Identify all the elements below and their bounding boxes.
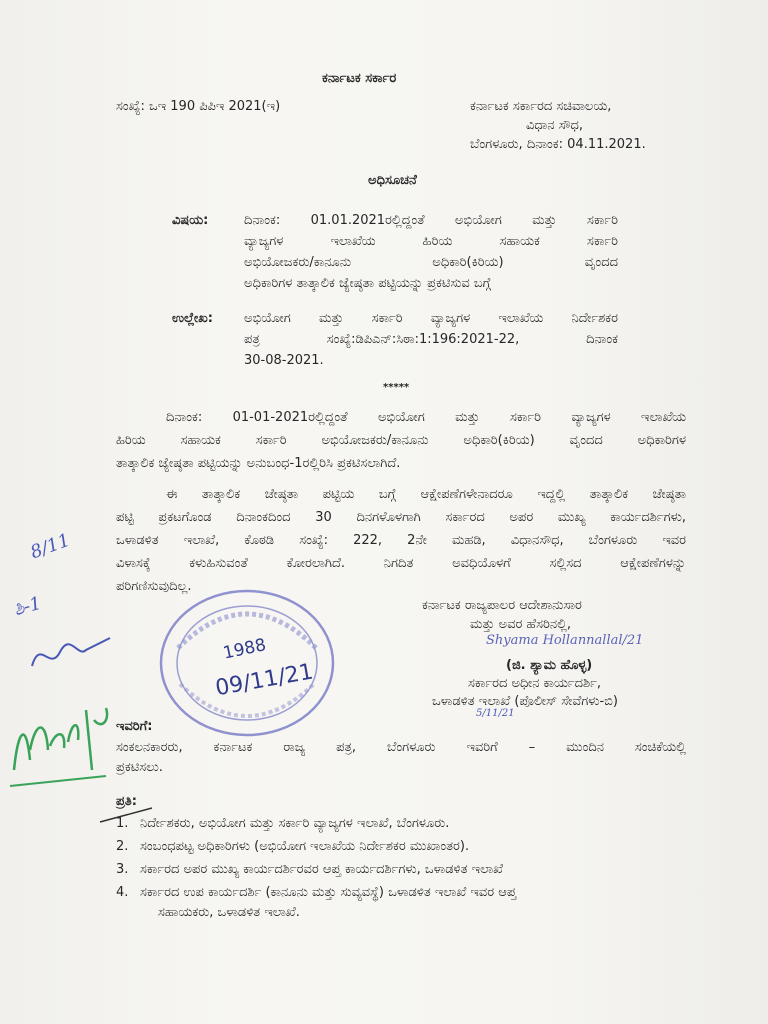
copy-item: ಸಂಬಂಧಪಟ್ಟ ಅಧಿಕಾರಿಗಳು (ಅಭಿಯೋಗ ಇಲಾಖೆಯ ನಿರ್ದೇಶಕರ ಮುಖಾಂತರ). [140,839,470,854]
margin-scribble [26,628,116,678]
paragraph-1-line: ತಾತ್ಕಾಲಿಕ ಜ್ಯೇಷ್ಠತಾ ಪಟ್ಟಿಯನ್ನು ಅನುಬಂಧ-1ರಲ್ಲಿರಿಸಿ ಪ್ರಕಟಿಸಲಾಗಿದೆ. [116,456,401,471]
stamp-number: 1988 [221,635,268,664]
paragraph-2-line: ಒಳಾಡಳಿತ ಇಲಾಖೆ, ಕೊಠಡಿ ಸಂಖ್ಯೆ: 222, 2ನೇ ಮಹಡಿ, ವಿಧಾನಸೌಧ, ಬೆಂಗಳೂರು ಇವರ [116,533,686,548]
initials-date: 5/11/21 [476,708,515,719]
handwritten-signature: Shyama Hollannallal/21 [486,633,644,648]
governor-order-line: ಮತ್ತು ಅವರ ಹೆಸರಿನಲ್ಲಿ, [470,617,572,632]
signatory-name: (ಜಿ. ಶ್ಯಾಮ ಹೊಳ್ಳ) [506,658,593,673]
government-heading: ಕರ್ನಾಟಕ ಸರ್ಕಾರ [322,71,397,86]
green-initials [6,690,116,790]
subject-line: ವ್ಯಾಜ್ಯಗಳ ಇಲಾಖೆಯ ಹಿರಿಯ ಸಹಾಯಕ ಸರ್ಕಾರಿ [244,234,618,249]
margin-note: ಶಿ-1 [11,592,44,621]
copy-item-number: 1. [116,816,129,831]
paragraph-1-line: ಹಿರಿಯ ಸಹಾಯಕ ಸರ್ಕಾರಿ ಅಭಿಯೋಜಕರು/ಕಾನೂನು ಅಧಿಕಾರಿ(ಕಿರಿಯ) ವೃಂದದ ಅಧಿಕಾರಿಗಳ [116,433,686,448]
reference-line: 30-08-2021. [244,353,324,368]
subject-line: ದಿನಾಂಕ: 01.01.2021ರಲ್ಲಿದ್ದಂತೆ ಅಭಿಯೋಗ ಮತ್ತು ಸರ್ಕಾರಿ [244,213,618,228]
copy-item-continued: ಸಹಾಯಕರು, ಒಳಾಡಳಿತ ಇಲಾಖೆ. [158,905,300,920]
paragraph-2-line: ಪಟ್ಟಿ ಪ್ರಕಟಗೊಂಡ ದಿನಾಂಕದಿಂದ 30 ದಿನಗಳೊಳಗಾಗಿ ಸರ್ಕಾರದ ಅಪರ ಮುಖ್ಯ ಕಾರ್ಯದರ್ಶಿಗಳು, [116,510,686,525]
paragraph-1-line: ದಿನಾಂಕ: 01-01-2021ರಲ್ಲಿದ್ದಂತೆ ಅಭಿಯೋಗ ಮತ್ತು ಸರ್ಕಾರಿ ವ್ಯಾಜ್ಯಗಳ ಇಲಾಖೆಯ [166,410,686,425]
subject-label: ವಿಷಯ: [172,213,209,228]
document-title: ಅಧಿಸೂಚನೆ [368,173,417,188]
stamp-date: 09/11/21 [213,659,316,702]
reference-line: ಅಭಿಯೋಗ ಮತ್ತು ಸರ್ಕಾರಿ ವ್ಯಾಜ್ಯಗಳ ಇಲಾಖೆಯ ನಿರ್ದೇಶಕರ [244,311,618,326]
copy-item-number: 2. [116,839,129,854]
paragraph-2-line: ಪರಿಗಣಿಸುವುದಿಲ್ಲ. [116,579,192,594]
signatory-designation: ಸರ್ಕಾರದ ಅಧೀನ ಕಾರ್ಯದರ್ಶಿ, [468,676,602,691]
to-line: ಸಂಕಲನಕಾರರು, ಕರ್ನಾಟಕ ರಾಜ್ಯ ಪತ್ರ, ಬೆಂಗಳೂರು ಇವರಿಗೆ – ಮುಂದಿನ ಸಂಚಿಕೆಯಲ್ಲಿ [116,740,686,755]
governor-order-line: ಕರ್ನಾಟಕ ರಾಜ್ಯಪಾಲರ ಆದೇಶಾನುಸಾರ [422,598,582,613]
subject-line: ಅಧಿಕಾರಿಗಳ ತಾತ್ಕಾಲಿಕ ಜ್ಯೇಷ್ಠತಾ ಪಟ್ಟಿಯನ್ನು ಪ್ರಕಟಿಸುವ ಬಗ್ಗೆ [244,276,491,291]
office-line-2: ವಿಧಾನ ಸೌಧ, [526,118,584,133]
order-number: ಸಂಖ್ಯೆ: ಒಇ 190 ಪಿಪಿಇ 2021(ಇ) [116,99,281,114]
copy-item: ಸರ್ಕಾರದ ಅಪರ ಮುಖ್ಯ ಕಾರ್ಯದರ್ಶಿರವರ ಆಪ್ತ ಕಾರ್ಯದರ್ಶಿಗಳು, ಒಳಾಡಳಿತ ಇಲಾಖೆ [140,862,504,877]
paragraph-2-line: ವಿಳಾಸಕ್ಕೆ ಕಳುಹಿಸುವಂತೆ ಕೋರಲಾಗಿದೆ. ನಿಗದಿತ ಅವಧಿಯೊಳಗೆ ಸಲ್ಲಿಸದ ಆಕ್ಷೇಪಣೆಗಳನ್ನು [116,556,686,571]
copy-item-number: 3. [116,862,129,877]
reference-line: ಪತ್ರ ಸಂಖ್ಯೆ:ಡಿಪಿಎನ್:ಸಿಠಾ:1:196:2021-22, ದಿನಾಂಕ [244,332,618,347]
reference-label: ಉಲ್ಲೇಖ: [172,311,213,326]
margin-note: 8/11 [27,529,73,564]
signatory-department: ಒಳಾಡಳಿತ ಇಲಾಖೆ (ಪೊಲೀಸ್ ಸೇವೆಗಳು-ಬಿ) [432,694,618,709]
separator: ***** [383,382,410,393]
office-date: ಬೆಂಗಳೂರು, ದಿನಾಂಕ: 04.11.2021. [470,137,646,152]
to-line: ಪ್ರಕಟಿಸಲು. [116,760,163,775]
copy-item: ನಿರ್ದೇಶಕರು, ಅಭಿಯೋಗ ಮತ್ತು ಸರ್ಕಾರಿ ವ್ಯಾಜ್ಯಗಳ ಇಲಾಖೆ, ಬೆಂಗಳೂರು. [140,816,450,831]
office-line-1: ಕರ್ನಾಟಕ ಸರ್ಕಾರದ ಸಚಿವಾಲಯ, [470,99,612,114]
subject-line: ಅಭಿಯೋಜಕರು/ಕಾನೂನು ಅಧಿಕಾರಿ(ಕಿರಿಯ) ವೃಂದದ [244,255,618,270]
office-stamp [158,588,336,738]
copy-item-number: 4. [116,885,129,900]
to-label: ಇವರಿಗೆ: [116,719,153,734]
copy-label: ಪ್ರತಿ: [116,794,137,809]
paragraph-2-line: ಈ ತಾತ್ಕಾಲಿಕ ಜೇಷ್ಠತಾ ಪಟ್ಟಿಯ ಬಗ್ಗೆ ಆಕ್ಷೇಪಣೆಗಳೇನಾದರೂ ಇದ್ದಲ್ಲಿ ತಾತ್ಕಾಲಿಕ ಜೇಷ್ಠತಾ [166,487,686,502]
copy-item: ಸರ್ಕಾರದ ಉಪ ಕಾರ್ಯದರ್ಶಿ (ಕಾನೂನು ಮತ್ತು ಸುವ್ಯವಸ್ಥೆ) ಒಳಾಡಳಿತ ಇಲಾಖೆ ಇವರ ಆಪ್ತ [140,885,517,900]
